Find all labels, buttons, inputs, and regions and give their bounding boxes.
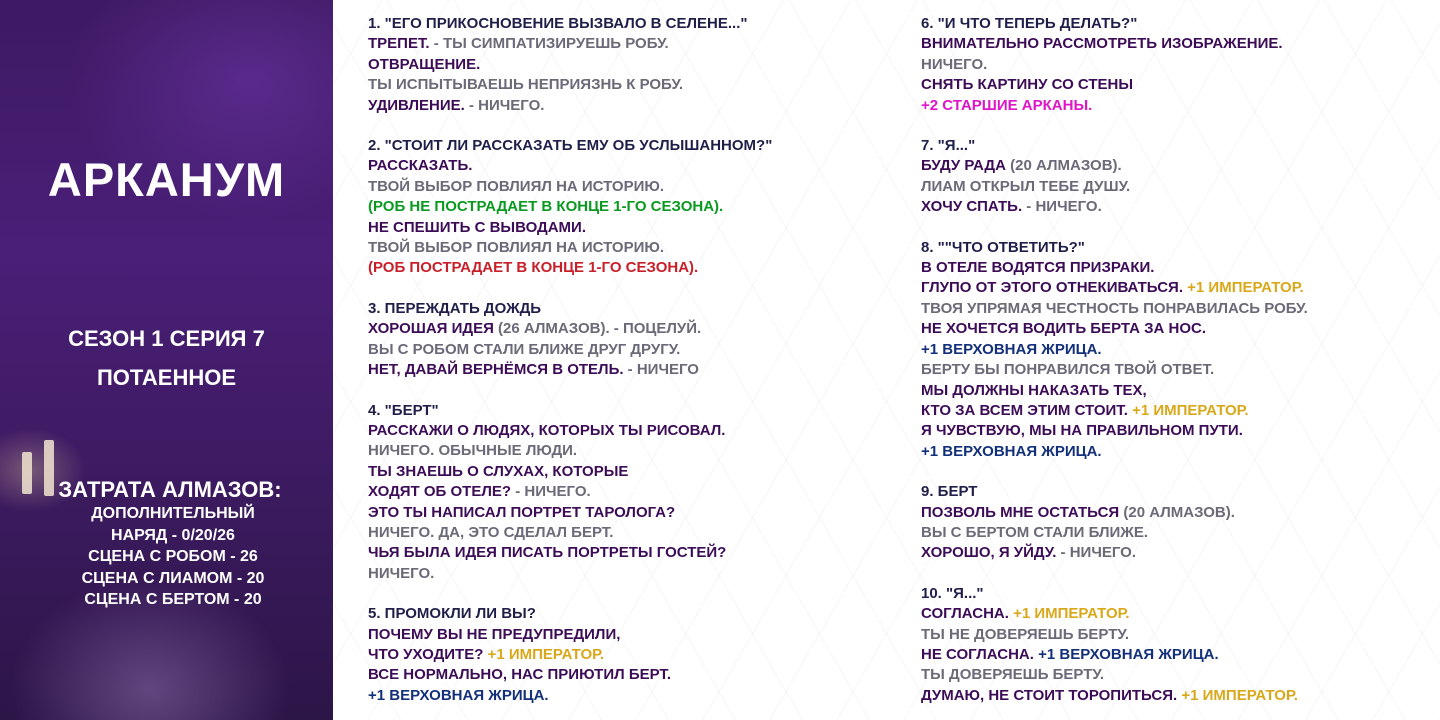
section-heading: 3. ПЕРЕЖДАТЬ ДОЖДЬ: [368, 299, 542, 317]
choice-line: [368, 503, 888, 523]
section-heading: 4. "БЕРТ": [368, 401, 439, 419]
choice-line: [368, 340, 888, 360]
choice-line: [368, 238, 888, 258]
choices-column-left: [368, 14, 888, 706]
choice-option: ЭТО ТЫ НАПИСАЛ ПОРТРЕТ ТАРОЛОГА?: [368, 503, 676, 521]
choice-line: [368, 604, 888, 624]
choice-line: [921, 55, 1421, 75]
priestess-bonus: +1 ВЕРХОВНАЯ ЖРИЦА.: [368, 686, 549, 704]
choice-option: ДУМАЮ, НЕ СТОИТ ТОРОПИТЬСЯ.: [921, 686, 1178, 704]
choice-option: ХОРОШО, Я УЙДУ.: [921, 544, 1057, 562]
emperor-bonus: +1 ИМПЕРАТОР.: [483, 645, 605, 663]
choice-option: РАССКАЗАТЬ.: [368, 157, 473, 175]
choice-line: [921, 278, 1421, 298]
choice-option: МЫ ДОЛЖНЫ НАКАЗАТЬ ТЕХ,: [921, 381, 1147, 399]
outcome-note: (РОБ НЕ ПОСТРАДАЕТ В КОНЦЕ 1-ГО СЕЗОНА).: [368, 198, 724, 216]
choice-line: [368, 665, 888, 685]
choice-result: ТЫ ДОВЕРЯЕШЬ БЕРТУ.: [921, 666, 1105, 684]
choice-option: НЕ СПЕШИТЬ С ВЫВОДАМИ.: [368, 218, 586, 236]
choice-option: СОГЛАСНА.: [921, 605, 1009, 623]
choice-line: [921, 604, 1421, 624]
choice-option: ПОЧЕМУ ВЫ НЕ ПРЕДУПРЕДИЛИ,: [368, 625, 621, 643]
emperor-bonus: +1 ИМПЕРАТОР.: [1177, 686, 1298, 704]
choice-line: [368, 441, 888, 461]
choice-section-9: [921, 482, 1421, 564]
choice-section-5: [368, 604, 888, 706]
page-title: АРКАНУМ: [47, 153, 286, 206]
priestess-bonus: +1 ВЕРХОВНАЯ ЖРИЦА.: [1033, 645, 1219, 663]
choice-line: [921, 340, 1421, 360]
choice-line: [921, 177, 1421, 197]
choice-line: [921, 96, 1421, 116]
choice-result: (20 АЛМАЗОВ).: [1005, 157, 1122, 175]
choice-line: [921, 523, 1421, 543]
choice-line: [921, 482, 1421, 502]
section-heading: 8. ""ЧТО ОТВЕТИТЬ?": [921, 238, 1085, 256]
choice-line: [368, 462, 888, 482]
choice-result: НИЧЕГО. ОБЫЧНЫЕ ЛЮДИ.: [368, 442, 578, 460]
choice-line: [368, 14, 888, 34]
choice-section-8: [921, 238, 1421, 462]
choice-line: [368, 564, 888, 584]
choice-line: [921, 421, 1421, 441]
choice-option: БУДУ РАДА: [921, 157, 1006, 175]
choice-line: [921, 442, 1421, 462]
choice-result: БЕРТУ БЫ ПОНРАВИЛСЯ ТВОЙ ОТВЕТ.: [921, 361, 1215, 379]
choice-line: [368, 523, 888, 543]
choice-option: ЧЬЯ БЫЛА ИДЕЯ ПИСАТЬ ПОРТРЕТЫ ГОСТЕЙ?: [368, 544, 727, 562]
choice-line: [368, 319, 888, 339]
choice-result: ТВОЯ УПРЯМАЯ ЧЕСТНОСТЬ ПОНРАВИЛАСЬ РОБУ.: [921, 299, 1308, 317]
choice-section-4: [368, 401, 888, 585]
choice-result: - НИЧЕГО: [623, 361, 699, 379]
choice-result: НИЧЕГО. ДА, ЭТО СДЕЛАЛ БЕРТ.: [368, 523, 614, 541]
section-heading: 2. "СТОИТ ЛИ РАССКАЗАТЬ ЕМУ ОБ УСЛЫШАННОМ?": [368, 137, 773, 155]
choice-result: ВЫ С БЕРТОМ СТАЛИ БЛИЖЕ.: [921, 523, 1149, 541]
choice-line: [368, 360, 888, 380]
choice-line: [921, 503, 1421, 523]
section-heading: 10. "Я...": [921, 584, 984, 602]
choice-option: ХОДЯТ ОБ ОТЕЛЕ?: [368, 483, 512, 501]
choice-line: [368, 625, 888, 645]
choice-result: (26 АЛМАЗОВ). - ПОЦЕЛУЙ.: [493, 320, 702, 338]
choice-line: [921, 34, 1421, 54]
choice-section-10: [921, 584, 1421, 706]
outcome-note: (РОБ ПОСТРАДАЕТ В КОНЦЕ 1-ГО СЕЗОНА).: [368, 259, 699, 277]
emperor-bonus: +1 ИМПЕРАТОР.: [1183, 279, 1304, 297]
choice-line: [921, 381, 1421, 401]
choice-result: - НИЧЕГО.: [464, 96, 545, 114]
cost-item: ДОПОЛНИТЕЛЬНЫЙ: [91, 505, 255, 522]
section-heading: 6. "И ЧТО ТЕПЕРЬ ДЕЛАТЬ?": [921, 15, 1138, 32]
choice-section-1: [368, 14, 888, 116]
choice-line: [368, 645, 888, 665]
diamond-cost-title: ЗАТРАТА АЛМАЗОВ:: [58, 477, 282, 502]
emperor-bonus: +1 ИМПЕРАТОР.: [1127, 401, 1249, 419]
choice-result: НИЧЕГО.: [368, 564, 435, 582]
section-heading: 9. БЕРТ: [921, 483, 978, 501]
section-heading: 1. "ЕГО ПРИКОСНОВЕНИЕ ВЫЗВАЛО В СЕЛЕНЕ...": [368, 15, 748, 32]
sidebar-banner: [0, 0, 333, 720]
choice-line: [368, 136, 888, 156]
choice-option: ПОЗВОЛЬ МНЕ ОСТАТЬСЯ: [921, 503, 1120, 521]
choice-option: ГЛУПО ОТ ЭТОГО ОТНЕКИВАТЬСЯ.: [921, 279, 1183, 297]
choice-line: [921, 299, 1421, 319]
diamond-cost-list: [0, 503, 333, 611]
choice-line: [921, 319, 1421, 339]
choice-line: [921, 136, 1421, 156]
choice-line: [368, 543, 888, 563]
choice-line: [921, 14, 1421, 34]
choice-line: [921, 686, 1421, 706]
choice-result: НИЧЕГО.: [921, 55, 988, 73]
choice-option: Я ЧУВСТВУЮ, МЫ НА ПРАВИЛЬНОМ ПУТИ.: [921, 422, 1243, 440]
emperor-bonus: +1 ИМПЕРАТОР.: [1008, 605, 1130, 623]
reward-note: +2 СТАРШИЕ АРКАНЫ.: [921, 96, 1093, 114]
choice-result: - НИЧЕГО.: [511, 483, 591, 501]
choice-option: ЧТО УХОДИТЕ?: [368, 645, 484, 663]
choice-line: [921, 665, 1421, 685]
choice-line: [368, 258, 888, 278]
choice-line: [368, 421, 888, 441]
choice-option: ХОРОШАЯ ИДЕЯ: [368, 320, 494, 338]
choice-line: [921, 645, 1421, 665]
choice-option: ТРЕПЕТ.: [368, 35, 430, 53]
choice-line: [368, 197, 888, 217]
priestess-bonus: +1 ВЕРХОВНАЯ ЖРИЦА.: [921, 340, 1102, 358]
choice-result: ТЫ ИСПЫТЫВАЕШЬ НЕПРИЯЗНЬ К РОБУ.: [368, 76, 684, 94]
choice-result: ТВОЙ ВЫБОР ПОВЛИЯЛ НА ИСТОРИЮ.: [368, 239, 665, 257]
cost-item: СЦЕНА С РОБОМ - 26: [88, 548, 258, 565]
choice-line: [921, 360, 1421, 380]
choice-result: - ТЫ СИМПАТИЗИРУЕШЬ РОБУ.: [429, 35, 669, 53]
choice-line: [921, 401, 1421, 421]
choice-line: [368, 156, 888, 176]
choice-option: РАССКАЖИ О ЛЮДЯХ, КОТОРЫХ ТЫ РИСОВАЛ.: [368, 421, 726, 439]
choice-option: НЕ ХОЧЕТСЯ ВОДИТЬ БЕРТА ЗА НОС.: [921, 320, 1206, 338]
choice-line: [368, 299, 888, 319]
choice-option: ТЫ ЗНАЕШЬ О СЛУХАХ, КОТОРЫЕ: [368, 462, 629, 480]
choice-section-7: [921, 136, 1421, 218]
choice-line: [368, 401, 888, 421]
choice-section-3: [368, 299, 888, 381]
choice-line: [921, 584, 1421, 604]
section-heading: 5. ПРОМОКЛИ ЛИ ВЫ?: [368, 605, 536, 623]
choice-line: [921, 238, 1421, 258]
choice-option: В ОТЕЛЕ ВОДЯТСЯ ПРИЗРАКИ.: [921, 259, 1155, 277]
choice-result: ТВОЙ ВЫБОР ПОВЛИЯЛ НА ИСТОРИЮ.: [368, 177, 665, 195]
choice-line: [368, 686, 888, 706]
choice-option: УДИВЛЕНИЕ.: [368, 96, 465, 114]
choice-result: - НИЧЕГО.: [1022, 198, 1102, 216]
choice-line: [368, 96, 888, 116]
choice-line: [921, 543, 1421, 563]
cost-item: НАРЯД - 0/20/26: [111, 526, 235, 544]
choice-option: ОТВРАЩЕНИЕ.: [368, 55, 481, 73]
section-heading: 7. "Я...": [921, 137, 976, 155]
episode-title: ПОТАЕННОЕ: [96, 365, 237, 390]
choice-line: [368, 177, 888, 197]
choice-option: КТО ЗА ВСЕМ ЭТИМ СТОИТ.: [921, 401, 1128, 419]
choice-line: [921, 258, 1421, 278]
choice-line: [368, 482, 888, 502]
choice-option: ВСЕ НОРМАЛЬНО, НАС ПРИЮТИЛ БЕРТ.: [368, 666, 672, 684]
choice-option: СНЯТЬ КАРТИНУ СО СТЕНЫ: [921, 76, 1134, 94]
choice-option: НЕТ, ДАВАЙ ВЕРНЁМСЯ В ОТЕЛЬ.: [368, 361, 624, 379]
cost-item: СЦЕНА С ЛИАМОМ - 20: [81, 569, 265, 587]
choice-line: [368, 75, 888, 95]
choice-line: [921, 625, 1421, 645]
priestess-bonus: +1 ВЕРХОВНАЯ ЖРИЦА.: [921, 442, 1102, 460]
choice-option: ВНИМАТЕЛЬНО РАССМОТРЕТЬ ИЗОБРАЖЕНИЕ.: [921, 35, 1283, 53]
cost-item: СЦЕНА С БЕРТОМ - 20: [84, 591, 262, 608]
choice-result: (20 АЛМАЗОВ).: [1119, 503, 1235, 521]
choice-section-2: [368, 136, 888, 279]
choice-option: ХОЧУ СПАТЬ.: [921, 198, 1023, 216]
choice-result: ЛИАМ ОТКРЫЛ ТЕБЕ ДУШУ.: [921, 177, 1131, 195]
choice-option: НЕ СОГЛАСНА.: [921, 645, 1034, 663]
choice-result: ВЫ С РОБОМ СТАЛИ БЛИЖЕ ДРУГ ДРУГУ.: [368, 340, 681, 358]
choice-line: [368, 34, 888, 54]
choice-section-6: [921, 14, 1421, 116]
choice-line: [921, 75, 1421, 95]
choice-line: [368, 55, 888, 75]
choices-guide: [333, 0, 1440, 720]
season-episode-label: СЕЗОН 1 СЕРИЯ 7: [68, 326, 265, 351]
choice-line: [368, 218, 888, 238]
choice-result: ТЫ НЕ ДОВЕРЯЕШЬ БЕРТУ.: [921, 625, 1130, 643]
choices-column-right: [921, 14, 1421, 706]
choice-line: [921, 156, 1421, 176]
choice-result: - НИЧЕГО.: [1056, 544, 1137, 562]
choice-line: [921, 197, 1421, 217]
